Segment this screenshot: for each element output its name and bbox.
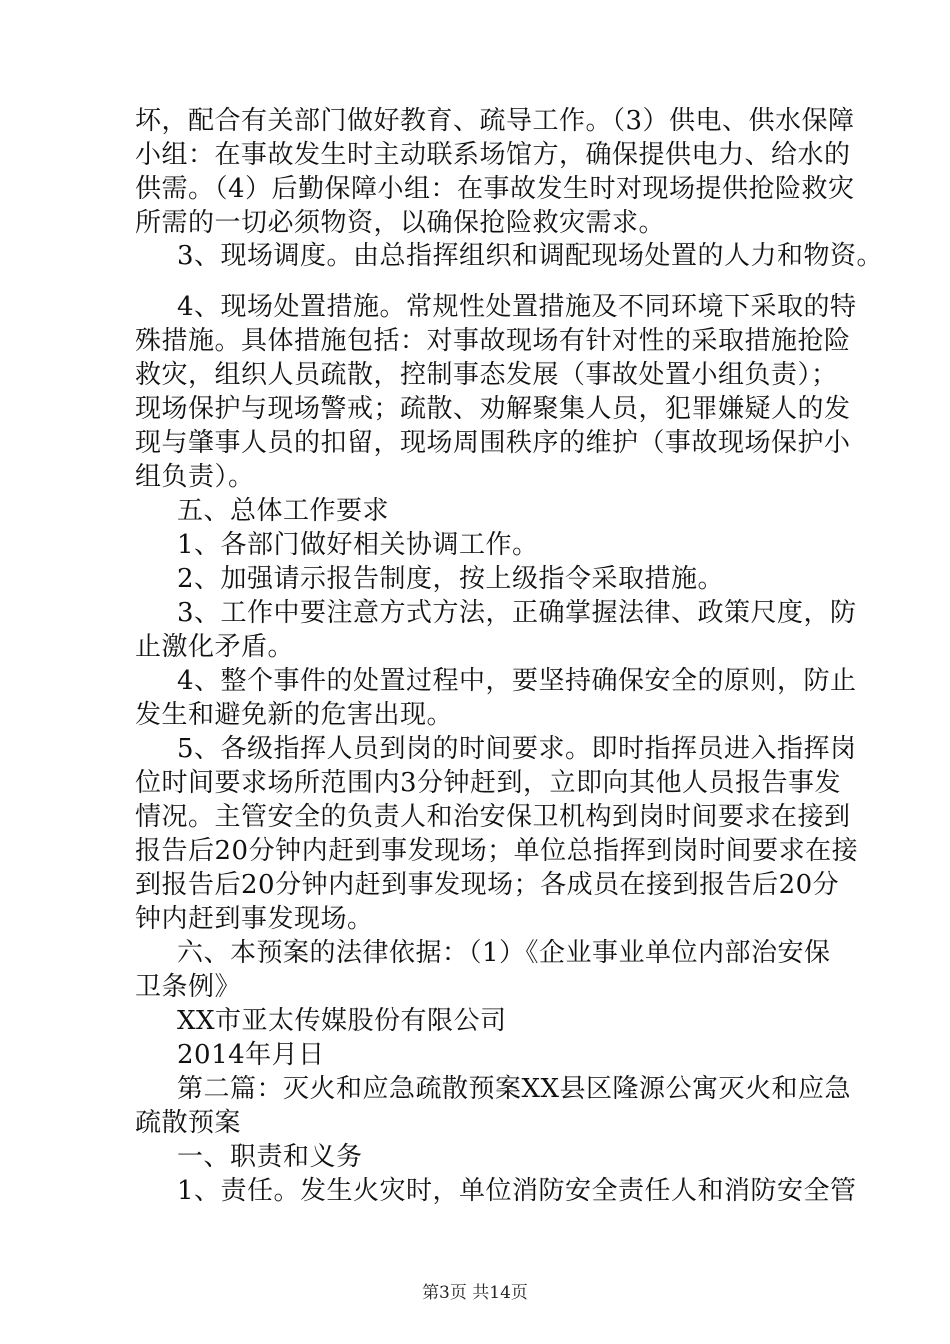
- chapter-heading: 第二篇：灭火和应急疏散预案XX县区隆源公寓灭火和应急: [177, 1074, 852, 1104]
- text-line: 报告后20分钟内赶到事发现场；单位总指挥到岗时间要求在接: [135, 836, 859, 866]
- text-line: 坏，配合有关部门做好教育、疏导工作。（3）供电、供水保障: [135, 106, 855, 136]
- text-line: 5、各级指挥人员到岗的时间要求。即时指挥员进入指挥岗: [177, 734, 857, 764]
- section-heading: 一、职责和义务: [177, 1142, 363, 1172]
- text-line: 殊措施。具体措施包括：对事故现场有针对性的采取措施抢险: [135, 326, 851, 356]
- text-line: 止激化矛盾。: [135, 632, 295, 662]
- company-name: XX市亚太传媒股份有限公司: [177, 1006, 507, 1036]
- text-line: 救灾，组织人员疏散，控制事态发展（事故处置小组负责）；: [135, 360, 838, 390]
- text-line: 发生和避免新的危害出现。: [135, 700, 454, 730]
- text-line: 4、现场处置措施。常规性处置措施及不同环境下采取的特: [177, 292, 857, 322]
- document-date: 2014年月日: [177, 1040, 325, 1070]
- text-line: 组负责）。: [135, 462, 255, 492]
- text-line: 现场保护与现场警戒；疏散、劝解聚集人员，犯罪嫌疑人的发: [135, 394, 851, 424]
- text-line: 钟内赶到事发现场。: [135, 904, 374, 934]
- text-line: 情况。主管安全的负责人和治安保卫机构到岗时间要求在接到: [135, 802, 851, 832]
- text-line: 1、责任。发生火灾时，单位消防安全责任人和消防安全管: [177, 1176, 857, 1206]
- text-line: 到报告后20分钟内赶到事发现场；各成员在接到报告后20分: [135, 870, 840, 900]
- text-line: 卫条例》: [135, 972, 242, 1002]
- section-heading: 五、总体工作要求: [177, 496, 390, 526]
- section-heading: 六、本预案的法律依据：（1）《企业事业单位内部治安保: [177, 938, 831, 968]
- chapter-heading-continued: 疏散预案: [135, 1108, 242, 1138]
- page-number-footer: 第3页 共14页: [422, 1283, 528, 1303]
- text-line: 1、各部门做好相关协调工作。: [177, 530, 539, 560]
- text-line: 位时间要求场所范围内3分钟赶到，立即向其他人员报告事发: [135, 768, 842, 798]
- text-line: 供需。（4）后勤保障小组：在事故发生时对现场提供抢险救灾: [135, 174, 855, 204]
- text-line: 2、加强请示报告制度，按上级指令采取措施。: [177, 564, 725, 594]
- text-line: 3、工作中要注意方式方法，正确掌握法律、政策尺度，防: [177, 598, 857, 628]
- text-line: 4、整个事件的处置过程中，要坚持确保安全的原则，防止: [177, 666, 857, 696]
- text-line: 现与肇事人员的扣留，现场周围秩序的维护（事故现场保护小: [135, 428, 851, 458]
- text-line: 小组：在事故发生时主动联系场馆方，确保提供电力、给水的: [135, 140, 851, 170]
- text-line: 3、现场调度。由总指挥组织和调配现场处置的人力和物资。: [177, 241, 884, 271]
- text-line: 所需的一切必须物资，以确保抢险救灾需求。: [135, 208, 666, 238]
